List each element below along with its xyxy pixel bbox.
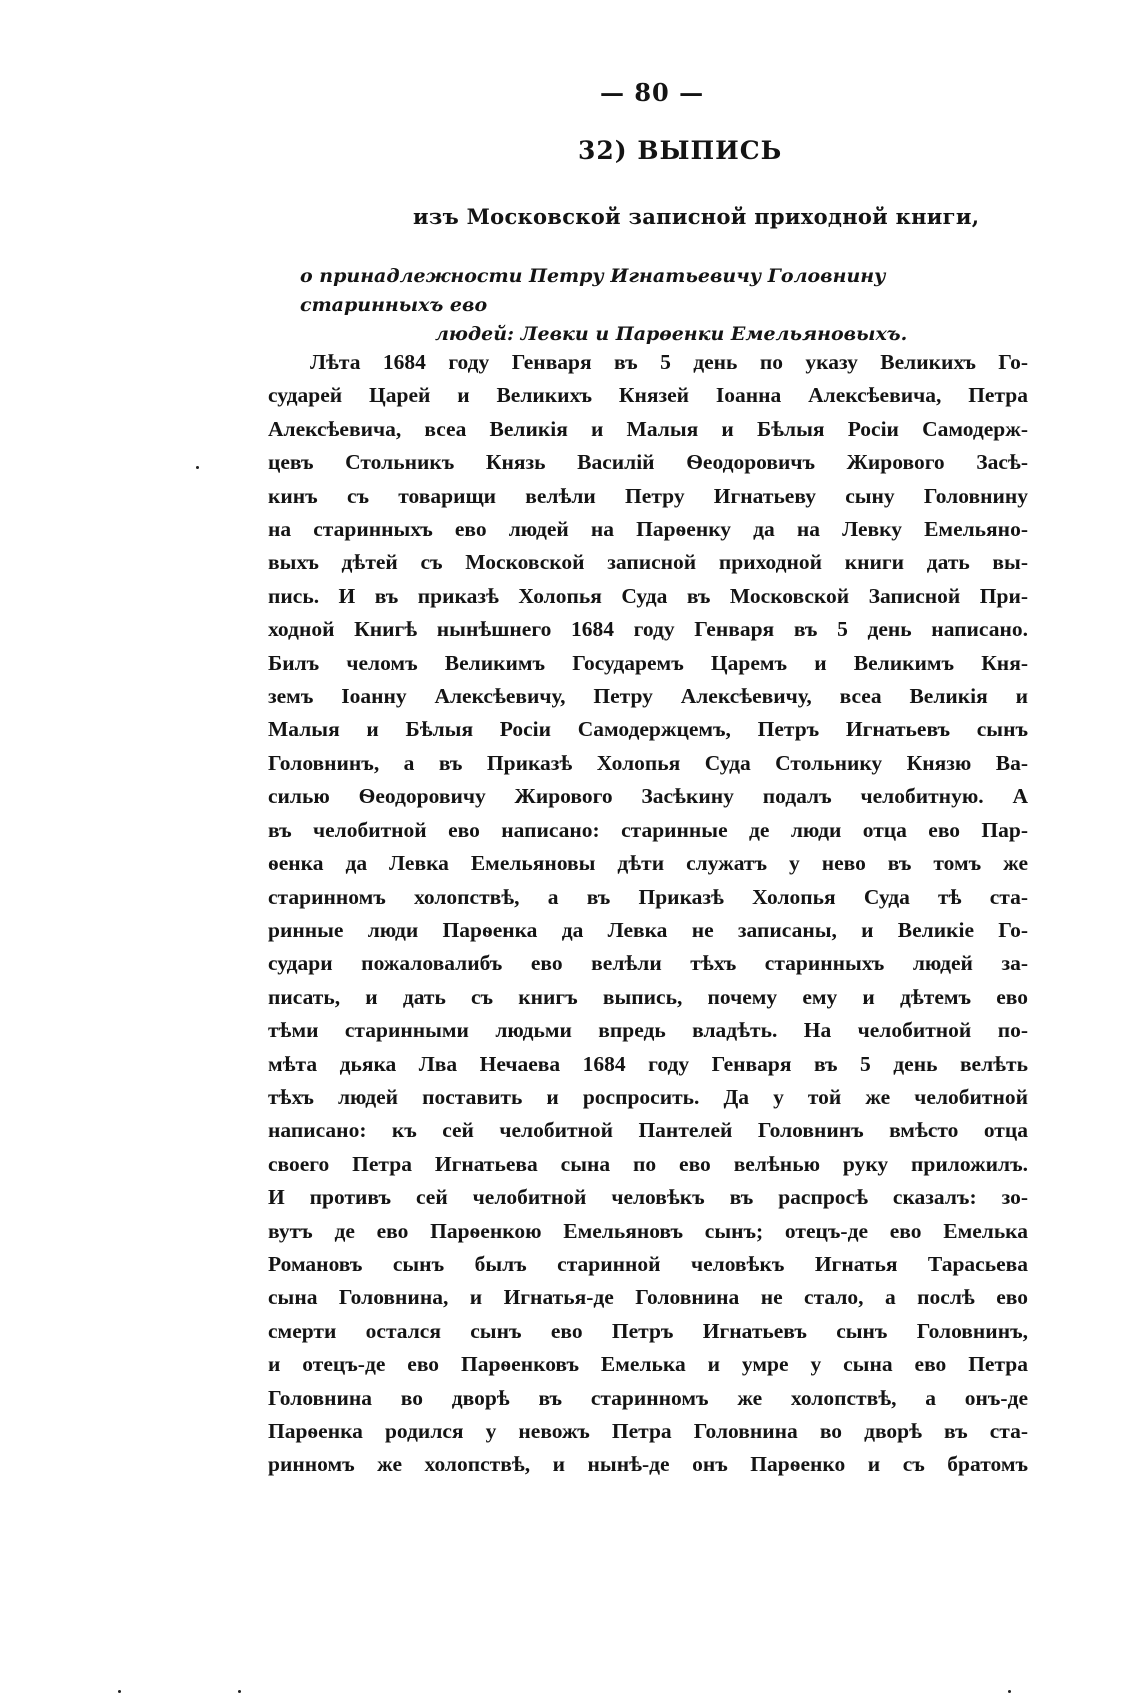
body-line: мѣта дьяка Лва Нечаева 1684 году Генваря въ 5 день велѣть (268, 1051, 1028, 1076)
body-line: тѣми старинными людьми впредь владѣть. На челобитной по- (268, 1018, 1028, 1043)
body-line: Билъ челомъ Великимъ Государемъ Царемъ и Великимъ Кня- (268, 650, 1028, 675)
body-line: тѣхъ людей поставить и роспросить. Да у той же челобитной (268, 1084, 1028, 1109)
body-line: Головнина во дворѣ въ старинномъ же холопствѣ, а онъ-де (268, 1385, 1028, 1410)
body-line: Головнинъ, а въ Приказѣ Холопья Суда Стольнику Князю Ва- (268, 750, 1028, 775)
body-line: силью Ѳеодоровичу Жирового Засѣкину подалъ челобитную. А (268, 784, 1028, 809)
body-text (268, 346, 1028, 1482)
scan-speck (1008, 1690, 1011, 1693)
body-line: и отецъ-де ево Парѳенковъ Емелька и умре у сына ево Петра (268, 1352, 1028, 1377)
body-line: вутъ де ево Парѳенкою Емельяновъ сынъ; отецъ-де ево Емелька (268, 1218, 1028, 1243)
body-line: на старинныхъ ево людей на Парѳенку да на Левку Емельяно- (268, 517, 1028, 542)
body-line: своего Петра Игнатьева сына по ево велѣнью руку приложилъ. (268, 1151, 1028, 1176)
body-line: ринные люди Парѳенка да Левка не записаны, и Великіе Го- (268, 917, 1028, 942)
page-number: — 80 — (600, 78, 705, 107)
body-line: кинъ съ товарищи велѣли Петру Игнатьеву сыну Головнину (268, 483, 1028, 508)
body-line: ѳенка да Левка Емельяновы дѣти служатъ у нево въ томъ же (268, 851, 1028, 876)
document-heading: 32) ВЫПИСЬ (578, 136, 783, 165)
body-line: И противъ сей челобитной человѣкъ въ распросѣ сказалъ: зо- (268, 1185, 1028, 1210)
scan-speck (196, 466, 199, 469)
body-line: выхъ дѣтей съ Московской записной приходной книги дать вы- (268, 550, 1028, 575)
body-line: смерти остался сынъ ево Петръ Игнатьевъ сынъ Головнинъ, (268, 1318, 1028, 1343)
body-line: ринномъ же холопствѣ, и нынѣ-де онъ Парѳенко и съ братомъ (268, 1452, 1028, 1477)
body-line: писать, и дать съ книгъ выпись, почему ему и дѣтемъ ево (268, 984, 1028, 1009)
scan-speck (118, 1690, 121, 1693)
body-line: Лѣта 1684 году Генваря въ 5 день по указу Великихъ Го- (310, 350, 1028, 374)
body-line: Алексѣевича, всеа Великія и Малыя и Бѣлыя Росіи Самодерж- (268, 416, 1028, 441)
document-subheading: изъ Московской записной приходной книги, (413, 204, 980, 229)
body-line: сына Головнина, и Игнатья-де Головнина не стало, а послѣ ево (268, 1285, 1028, 1310)
body-line: цевъ Стольникъ Князь Василій Ѳеодоровичъ Жирового Засѣ- (268, 450, 1028, 475)
body-line: въ челобитной ево написано: старинные де люди отца ево Пар- (268, 817, 1028, 842)
scan-speck (238, 1690, 241, 1693)
summary-line-1: о принадлежности Петру Игнатьевичу Головнину старинныхъ ево (300, 265, 886, 316)
body-line: сударей Царей и Великихъ Князей Іоанна Алексѣевича, Петра (268, 383, 1028, 408)
summary-line-2: людей: Левки и Парѳенки Емельяновыхъ. (435, 323, 908, 345)
body-line: написано: къ сей челобитной Пантелей Головнинъ вмѣсто отца (268, 1118, 1028, 1143)
body-line: судари пожаловалибъ ево велѣли тѣхъ старинныхъ людей за- (268, 951, 1028, 976)
body-line: земъ Іоанну Алексѣевичу, Петру Алексѣевичу, всеа Великія и (268, 684, 1028, 709)
body-line: Малыя и Бѣлыя Росіи Самодержцемъ, Петръ Игнатьевъ сынъ (268, 717, 1028, 742)
body-line: ходной Книгѣ нынѣшнего 1684 году Генваря въ 5 день написано. (268, 617, 1028, 642)
body-line: Романовъ сынъ былъ старинной человѣкъ Игнатья Тарасьева (268, 1251, 1028, 1276)
body-line: старинномъ холопствѣ, а въ Приказѣ Холопья Суда тѣ ста- (268, 884, 1028, 909)
body-line: пись. И въ приказѣ Холопья Суда въ Московской Записной При- (268, 583, 1028, 608)
document-summary (300, 262, 1020, 349)
body-line: Парѳенка родился у невожъ Петра Головнина во дворѣ въ ста- (268, 1419, 1028, 1443)
